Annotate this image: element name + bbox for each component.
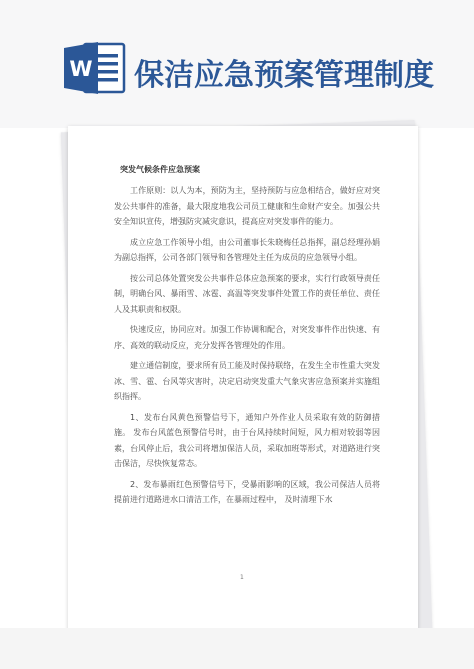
svg-text:W: W xyxy=(69,57,93,81)
document-heading: 突发气候条件应急预案 xyxy=(120,165,200,174)
paragraph-leadership-group: 成立应急工作领导小组，由公司董事长朱晓梅任总指挥，副总经理孙娟为副总指挥，公司各部门领导和各管理处主任为成员的应急领导小组。 xyxy=(114,237,380,262)
paragraph-principles: 工作原则：以人为本，预防为主，坚持预防与应急相结合，做好应对突发公共事件的准备，最大限度地我公司员工健康和生命财产安全。加强公共安全知识宣传，增强防灾减灾意识，提高应对突发事件的能力。 xyxy=(114,186,380,226)
bottom-background xyxy=(0,628,474,669)
paragraph-typhoon-warning: 1、发布台风黄色预警信号下，通知户外作业人员采取有效的防御措施。 发布台风蓝色预警信号时，由于台风持续时间短，风力相对较弱等因素，台风停止后，我公司将增加保洁人员，采取加班等形式，对道路进行突击保洁，尽快恢复常态。 xyxy=(114,412,380,468)
banner-title: 保洁应急预案管理制度 xyxy=(134,58,434,93)
paragraph-fast-response: 快速反应，协同应对。加强工作协调和配合，对突发事件作出快速、有序、高效的联动反应，充分发挥各管理处的作用。 xyxy=(114,325,380,350)
paragraph-responsibility: 按公司总体处置突发公共事件总体应急预案的要求，实行行政领导责任制，明确台风、暴雨雪、冰雹、高温等突发事件处置工作的责任单位、责任人及其职责和权限。 xyxy=(114,273,380,314)
header-banner xyxy=(0,0,474,128)
page-number: 1 xyxy=(240,574,244,581)
document-body xyxy=(114,183,380,513)
word-document-icon xyxy=(62,40,128,96)
paragraph-rainstorm-warning: 2、发布暴雨红色预警信号下，受暴雨影响的区域，我公司保洁人员将提前进行道路进水口清洁工作，在暴雨过程中， 及时清理下水 xyxy=(114,479,380,504)
document-page xyxy=(68,126,418,662)
paragraph-communication: 建立通信制度，要求所有员工能及时保持联络，在发生全市性重大突发冰、雪、雹、台风等灾害时，决定启动突发重大气象灾害应急预案并实施组织指挥。 xyxy=(114,361,380,401)
